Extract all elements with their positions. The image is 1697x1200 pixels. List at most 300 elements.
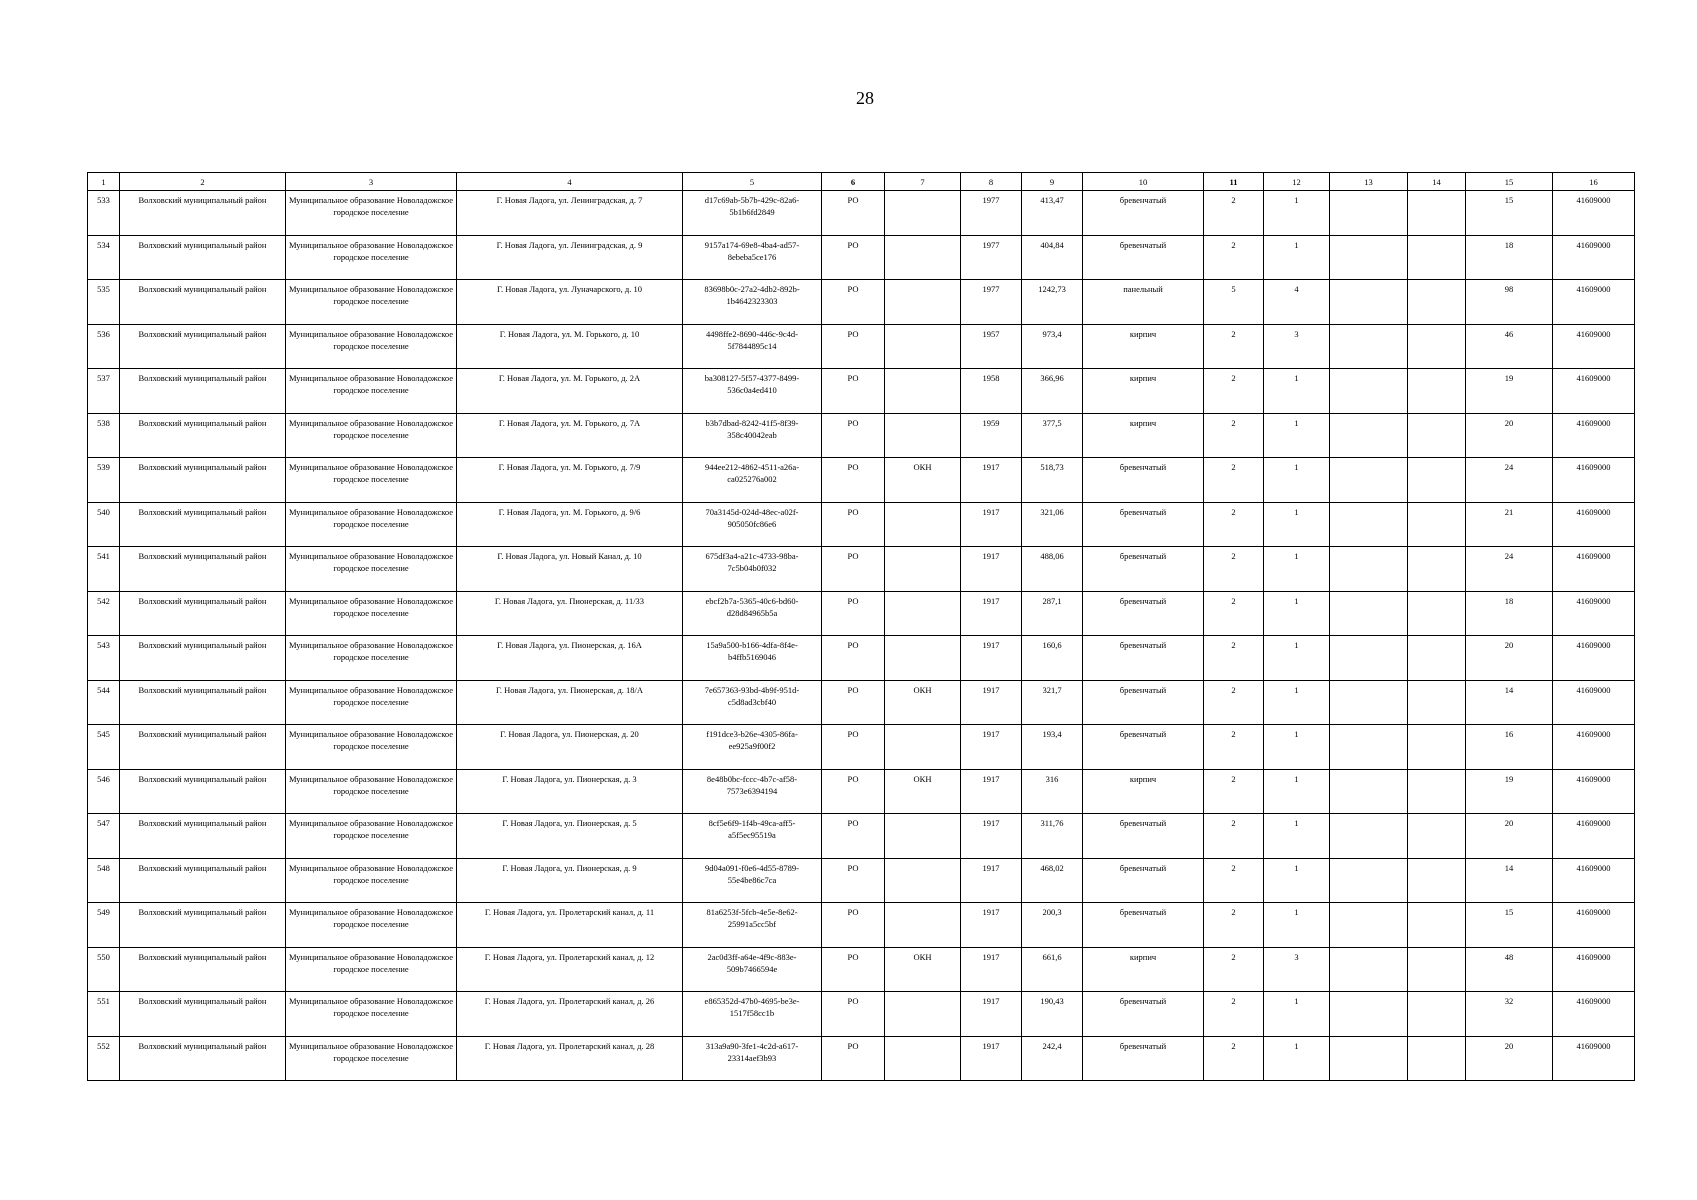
col14-cell	[1408, 992, 1466, 1037]
district-cell: Волховский муниципальный район	[120, 547, 286, 592]
area-cell: 160,6	[1022, 636, 1083, 681]
address-cell: Г. Новая Ладога, ул. М. Горького, д. 7А	[457, 413, 683, 458]
year-cell: 1977	[961, 235, 1022, 280]
col15-cell: 14	[1466, 680, 1553, 725]
row-number: 544	[88, 680, 120, 725]
material-cell: бревенчатый	[1083, 992, 1204, 1037]
type-cell: РО	[822, 502, 885, 547]
area-cell: 377,5	[1022, 413, 1083, 458]
entrances-cell: 1	[1264, 369, 1330, 414]
material-cell: бревенчатый	[1083, 547, 1204, 592]
material-cell: кирпич	[1083, 369, 1204, 414]
col14-cell	[1408, 814, 1466, 859]
floors-cell: 2	[1204, 636, 1264, 681]
table-row	[88, 1036, 1635, 1081]
district-cell: Волховский муниципальный район	[120, 769, 286, 814]
type-cell: РО	[822, 324, 885, 369]
oktmo-cell: 41609000	[1553, 547, 1635, 592]
year-cell: 1917	[961, 547, 1022, 592]
col13-cell	[1330, 191, 1408, 236]
guid-cell: 944ee212-4862-4511-a26a-ca025276a002	[683, 458, 822, 503]
address-cell: Г. Новая Ладога, ул. Пионерская, д. 16А	[457, 636, 683, 681]
oktmo-cell: 41609000	[1553, 235, 1635, 280]
column-header-10: 10	[1083, 173, 1204, 191]
address-cell: Г. Новая Ладога, ул. М. Горького, д. 7/9	[457, 458, 683, 503]
district-cell: Волховский муниципальный район	[120, 324, 286, 369]
guid-cell: b3b7dbad-8242-41f5-8f39-358c40042eab	[683, 413, 822, 458]
column-header-11: 11	[1204, 173, 1264, 191]
floors-cell: 5	[1204, 280, 1264, 325]
oktmo-cell: 41609000	[1553, 680, 1635, 725]
col14-cell	[1408, 636, 1466, 681]
oktmo-cell: 41609000	[1553, 413, 1635, 458]
okn-cell: ОКН	[885, 947, 961, 992]
okn-cell: ОКН	[885, 680, 961, 725]
district-cell: Волховский муниципальный район	[120, 502, 286, 547]
floors-cell: 2	[1204, 458, 1264, 503]
col15-cell: 16	[1466, 725, 1553, 770]
table-row	[88, 591, 1635, 636]
address-cell: Г. Новая Ладога, ул. Новый Канал, д. 10	[457, 547, 683, 592]
table-row	[88, 280, 1635, 325]
area-cell: 200,3	[1022, 903, 1083, 948]
type-cell: РО	[822, 636, 885, 681]
col15-cell: 15	[1466, 903, 1553, 948]
okn-cell	[885, 814, 961, 859]
table-row	[88, 547, 1635, 592]
material-cell: бревенчатый	[1083, 591, 1204, 636]
material-cell: кирпич	[1083, 413, 1204, 458]
address-cell: Г. Новая Ладога, ул. Луначарского, д. 10	[457, 280, 683, 325]
column-header-7: 7	[885, 173, 961, 191]
area-cell: 287,1	[1022, 591, 1083, 636]
col13-cell	[1330, 947, 1408, 992]
municipality-cell: Муниципальное образование Новоладожское городское поселение	[286, 324, 457, 369]
col14-cell	[1408, 1036, 1466, 1081]
type-cell: РО	[822, 947, 885, 992]
column-header-5: 5	[683, 173, 822, 191]
entrances-cell: 1	[1264, 191, 1330, 236]
table-row	[88, 992, 1635, 1037]
entrances-cell: 1	[1264, 814, 1330, 859]
year-cell: 1977	[961, 191, 1022, 236]
year-cell: 1957	[961, 324, 1022, 369]
entrances-cell: 4	[1264, 280, 1330, 325]
area-cell: 311,76	[1022, 814, 1083, 859]
guid-cell: d17c69ab-5b7b-429c-82a6-5b1b6fd2849	[683, 191, 822, 236]
col14-cell	[1408, 858, 1466, 903]
guid-cell: 313a9a90-3fe1-4c2d-a617-23314aef3b93	[683, 1036, 822, 1081]
floors-cell: 2	[1204, 903, 1264, 948]
row-number: 540	[88, 502, 120, 547]
row-number: 538	[88, 413, 120, 458]
type-cell: РО	[822, 1036, 885, 1081]
row-number: 534	[88, 235, 120, 280]
row-number: 542	[88, 591, 120, 636]
okn-cell	[885, 725, 961, 770]
col13-cell	[1330, 903, 1408, 948]
col14-cell	[1408, 369, 1466, 414]
row-number: 550	[88, 947, 120, 992]
year-cell: 1917	[961, 1036, 1022, 1081]
district-cell: Волховский муниципальный район	[120, 636, 286, 681]
area-cell: 488,06	[1022, 547, 1083, 592]
municipality-cell: Муниципальное образование Новоладожское городское поселение	[286, 413, 457, 458]
floors-cell: 2	[1204, 1036, 1264, 1081]
col14-cell	[1408, 725, 1466, 770]
table-row	[88, 947, 1635, 992]
okn-cell: ОКН	[885, 769, 961, 814]
area-cell: 518,73	[1022, 458, 1083, 503]
address-cell: Г. Новая Ладога, ул. Пионерская, д. 11/33	[457, 591, 683, 636]
col13-cell	[1330, 324, 1408, 369]
entrances-cell: 1	[1264, 903, 1330, 948]
table-row	[88, 235, 1635, 280]
address-cell: Г. Новая Ладога, ул. Ленинградская, д. 9	[457, 235, 683, 280]
col14-cell	[1408, 413, 1466, 458]
entrances-cell: 1	[1264, 547, 1330, 592]
col13-cell	[1330, 814, 1408, 859]
address-cell: Г. Новая Ладога, ул. М. Горького, д. 9/6	[457, 502, 683, 547]
entrances-cell: 1	[1264, 858, 1330, 903]
area-cell: 321,7	[1022, 680, 1083, 725]
municipality-cell: Муниципальное образование Новоладожское городское поселение	[286, 992, 457, 1037]
area-cell: 316	[1022, 769, 1083, 814]
area-cell: 468,02	[1022, 858, 1083, 903]
entrances-cell: 1	[1264, 769, 1330, 814]
district-cell: Волховский муниципальный район	[120, 591, 286, 636]
col14-cell	[1408, 280, 1466, 325]
municipality-cell: Муниципальное образование Новоладожское городское поселение	[286, 1036, 457, 1081]
guid-cell: f191dce3-b26e-4305-86fa-ee925a9f00f2	[683, 725, 822, 770]
area-cell: 404,84	[1022, 235, 1083, 280]
district-cell: Волховский муниципальный район	[120, 369, 286, 414]
district-cell: Волховский муниципальный район	[120, 458, 286, 503]
okn-cell	[885, 369, 961, 414]
col15-cell: 20	[1466, 636, 1553, 681]
municipality-cell: Муниципальное образование Новоладожское городское поселение	[286, 591, 457, 636]
col13-cell	[1330, 725, 1408, 770]
okn-cell	[885, 1036, 961, 1081]
material-cell: бревенчатый	[1083, 725, 1204, 770]
area-cell: 413,47	[1022, 191, 1083, 236]
area-cell: 190,43	[1022, 992, 1083, 1037]
oktmo-cell: 41609000	[1553, 280, 1635, 325]
col14-cell	[1408, 191, 1466, 236]
guid-cell: 9d04a091-f0e6-4d55-8789-55e4be86c7ca	[683, 858, 822, 903]
area-cell: 321,06	[1022, 502, 1083, 547]
table-row	[88, 858, 1635, 903]
guid-cell: ebcf2b7a-5365-40c6-bd60-d28d84965b5a	[683, 591, 822, 636]
type-cell: РО	[822, 591, 885, 636]
guid-cell: e865352d-47b0-4695-be3e-1517f58cc1b	[683, 992, 822, 1037]
table-row	[88, 191, 1635, 236]
address-cell: Г. Новая Ладога, ул. Пролетарский канал, д. 12	[457, 947, 683, 992]
material-cell: бревенчатый	[1083, 814, 1204, 859]
municipality-cell: Муниципальное образование Новоладожское городское поселение	[286, 858, 457, 903]
type-cell: РО	[822, 413, 885, 458]
year-cell: 1917	[961, 814, 1022, 859]
entrances-cell: 1	[1264, 636, 1330, 681]
oktmo-cell: 41609000	[1553, 369, 1635, 414]
material-cell: бревенчатый	[1083, 191, 1204, 236]
okn-cell	[885, 591, 961, 636]
row-number: 545	[88, 725, 120, 770]
column-header-1: 1	[88, 173, 120, 191]
material-cell: кирпич	[1083, 947, 1204, 992]
column-header-13: 13	[1330, 173, 1408, 191]
address-cell: Г. Новая Ладога, ул. М. Горького, д. 2А	[457, 369, 683, 414]
entrances-cell: 1	[1264, 725, 1330, 770]
col14-cell	[1408, 947, 1466, 992]
guid-cell: 8cf5e6f9-1f4b-49ca-aff5-a5f5ec95519a	[683, 814, 822, 859]
col15-cell: 20	[1466, 413, 1553, 458]
material-cell: панельный	[1083, 280, 1204, 325]
col13-cell	[1330, 769, 1408, 814]
oktmo-cell: 41609000	[1553, 814, 1635, 859]
area-cell: 193,4	[1022, 725, 1083, 770]
district-cell: Волховский муниципальный район	[120, 235, 286, 280]
oktmo-cell: 41609000	[1553, 591, 1635, 636]
floors-cell: 2	[1204, 947, 1264, 992]
housing-registry-table	[87, 172, 1635, 1081]
oktmo-cell: 41609000	[1553, 502, 1635, 547]
page-number: 28	[856, 88, 874, 108]
table-row	[88, 636, 1635, 681]
year-cell: 1917	[961, 769, 1022, 814]
row-number: 551	[88, 992, 120, 1037]
district-cell: Волховский муниципальный район	[120, 903, 286, 948]
okn-cell	[885, 280, 961, 325]
row-number: 541	[88, 547, 120, 592]
year-cell: 1917	[961, 458, 1022, 503]
district-cell: Волховский муниципальный район	[120, 413, 286, 458]
row-number: 549	[88, 903, 120, 948]
guid-cell: 70a3145d-024d-48ec-a02f-905050fc86e6	[683, 502, 822, 547]
type-cell: РО	[822, 903, 885, 948]
col13-cell	[1330, 992, 1408, 1037]
municipality-cell: Муниципальное образование Новоладожское городское поселение	[286, 903, 457, 948]
okn-cell	[885, 413, 961, 458]
material-cell: бревенчатый	[1083, 235, 1204, 280]
okn-cell	[885, 858, 961, 903]
floors-cell: 2	[1204, 235, 1264, 280]
okn-cell	[885, 547, 961, 592]
year-cell: 1917	[961, 992, 1022, 1037]
entrances-cell: 1	[1264, 1036, 1330, 1081]
column-header-9: 9	[1022, 173, 1083, 191]
table-body	[88, 191, 1635, 1081]
area-cell: 661,6	[1022, 947, 1083, 992]
floors-cell: 2	[1204, 324, 1264, 369]
type-cell: РО	[822, 858, 885, 903]
floors-cell: 2	[1204, 725, 1264, 770]
district-cell: Волховский муниципальный район	[120, 814, 286, 859]
address-cell: Г. Новая Ладога, ул. Пионерская, д. 9	[457, 858, 683, 903]
col14-cell	[1408, 458, 1466, 503]
year-cell: 1917	[961, 858, 1022, 903]
col15-cell: 46	[1466, 324, 1553, 369]
col13-cell	[1330, 235, 1408, 280]
col14-cell	[1408, 502, 1466, 547]
entrances-cell: 1	[1264, 235, 1330, 280]
floors-cell: 2	[1204, 191, 1264, 236]
oktmo-cell: 41609000	[1553, 725, 1635, 770]
entrances-cell: 1	[1264, 992, 1330, 1037]
col13-cell	[1330, 858, 1408, 903]
column-header-16: 16	[1553, 173, 1635, 191]
col15-cell: 19	[1466, 769, 1553, 814]
floors-cell: 2	[1204, 369, 1264, 414]
year-cell: 1917	[961, 947, 1022, 992]
municipality-cell: Муниципальное образование Новоладожское городское поселение	[286, 280, 457, 325]
type-cell: РО	[822, 547, 885, 592]
row-number: 536	[88, 324, 120, 369]
type-cell: РО	[822, 280, 885, 325]
row-number: 537	[88, 369, 120, 414]
municipality-cell: Муниципальное образование Новоладожское городское поселение	[286, 502, 457, 547]
oktmo-cell: 41609000	[1553, 324, 1635, 369]
column-header-12: 12	[1264, 173, 1330, 191]
type-cell: РО	[822, 369, 885, 414]
guid-cell: 83698b0c-27a2-4db2-892b-1b4642323303	[683, 280, 822, 325]
oktmo-cell: 41609000	[1553, 191, 1635, 236]
table-row	[88, 725, 1635, 770]
col13-cell	[1330, 413, 1408, 458]
district-cell: Волховский муниципальный район	[120, 280, 286, 325]
municipality-cell: Муниципальное образование Новоладожское городское поселение	[286, 947, 457, 992]
oktmo-cell: 41609000	[1553, 636, 1635, 681]
row-number: 535	[88, 280, 120, 325]
district-cell: Волховский муниципальный район	[120, 191, 286, 236]
district-cell: Волховский муниципальный район	[120, 680, 286, 725]
col15-cell: 19	[1466, 369, 1553, 414]
floors-cell: 2	[1204, 680, 1264, 725]
district-cell: Волховский муниципальный район	[120, 858, 286, 903]
oktmo-cell: 41609000	[1553, 992, 1635, 1037]
table-row	[88, 324, 1635, 369]
type-cell: РО	[822, 235, 885, 280]
table-row	[88, 769, 1635, 814]
col15-cell: 32	[1466, 992, 1553, 1037]
area-cell: 242,4	[1022, 1036, 1083, 1081]
table-header	[88, 173, 1635, 191]
col15-cell: 18	[1466, 235, 1553, 280]
address-cell: Г. Новая Ладога, ул. Пионерская, д. 3	[457, 769, 683, 814]
district-cell: Волховский муниципальный район	[120, 992, 286, 1037]
year-cell: 1917	[961, 502, 1022, 547]
oktmo-cell: 41609000	[1553, 858, 1635, 903]
table-row	[88, 814, 1635, 859]
municipality-cell: Муниципальное образование Новоладожское городское поселение	[286, 725, 457, 770]
column-header-6: 6	[822, 173, 885, 191]
entrances-cell: 3	[1264, 947, 1330, 992]
year-cell: 1917	[961, 591, 1022, 636]
okn-cell	[885, 992, 961, 1037]
area-cell: 366,96	[1022, 369, 1083, 414]
col14-cell	[1408, 547, 1466, 592]
oktmo-cell: 41609000	[1553, 1036, 1635, 1081]
material-cell: кирпич	[1083, 324, 1204, 369]
municipality-cell: Муниципальное образование Новоладожское городское поселение	[286, 235, 457, 280]
material-cell: бревенчатый	[1083, 1036, 1204, 1081]
year-cell: 1917	[961, 636, 1022, 681]
type-cell: РО	[822, 814, 885, 859]
type-cell: РО	[822, 725, 885, 770]
floors-cell: 2	[1204, 992, 1264, 1037]
year-cell: 1977	[961, 280, 1022, 325]
okn-cell	[885, 235, 961, 280]
column-header-2: 2	[120, 173, 286, 191]
col15-cell: 24	[1466, 458, 1553, 503]
floors-cell: 2	[1204, 502, 1264, 547]
col14-cell	[1408, 235, 1466, 280]
type-cell: РО	[822, 992, 885, 1037]
col13-cell	[1330, 547, 1408, 592]
address-cell: Г. Новая Ладога, ул. Пролетарский канал, д. 11	[457, 903, 683, 948]
col13-cell	[1330, 591, 1408, 636]
oktmo-cell: 41609000	[1553, 903, 1635, 948]
floors-cell: 2	[1204, 547, 1264, 592]
col14-cell	[1408, 903, 1466, 948]
oktmo-cell: 41609000	[1553, 769, 1635, 814]
area-cell: 1242,73	[1022, 280, 1083, 325]
row-number: 552	[88, 1036, 120, 1081]
oktmo-cell: 41609000	[1553, 458, 1635, 503]
floors-cell: 2	[1204, 591, 1264, 636]
okn-cell	[885, 636, 961, 681]
table-row	[88, 502, 1635, 547]
okn-cell	[885, 502, 961, 547]
municipality-cell: Муниципальное образование Новоладожское городское поселение	[286, 191, 457, 236]
address-cell: Г. Новая Ладога, ул. Пионерская, д. 20	[457, 725, 683, 770]
material-cell: бревенчатый	[1083, 903, 1204, 948]
municipality-cell: Муниципальное образование Новоладожское городское поселение	[286, 636, 457, 681]
guid-cell: 15a9a500-b166-4dfa-8f4e-b4ffb5169046	[683, 636, 822, 681]
table-row	[88, 413, 1635, 458]
col15-cell: 24	[1466, 547, 1553, 592]
col14-cell	[1408, 591, 1466, 636]
guid-cell: 675df3a4-a21c-4733-98ba-7c5b04b0f032	[683, 547, 822, 592]
type-cell: РО	[822, 458, 885, 503]
okn-cell: ОКН	[885, 458, 961, 503]
type-cell: РО	[822, 769, 885, 814]
material-cell: бревенчатый	[1083, 502, 1204, 547]
okn-cell	[885, 191, 961, 236]
column-header-14: 14	[1408, 173, 1466, 191]
col13-cell	[1330, 280, 1408, 325]
row-number: 539	[88, 458, 120, 503]
address-cell: Г. Новая Ладога, ул. Пролетарский канал, д. 26	[457, 992, 683, 1037]
entrances-cell: 1	[1264, 591, 1330, 636]
entrances-cell: 1	[1264, 502, 1330, 547]
col15-cell: 48	[1466, 947, 1553, 992]
oktmo-cell: 41609000	[1553, 947, 1635, 992]
year-cell: 1917	[961, 725, 1022, 770]
entrances-cell: 1	[1264, 680, 1330, 725]
address-cell: Г. Новая Ладога, ул. Пролетарский канал, д. 28	[457, 1036, 683, 1081]
material-cell: бревенчатый	[1083, 858, 1204, 903]
guid-cell: 2ac0d3ff-a64e-4f9c-883e-509b7466594e	[683, 947, 822, 992]
floors-cell: 2	[1204, 769, 1264, 814]
header-row	[88, 173, 1635, 191]
col14-cell	[1408, 769, 1466, 814]
year-cell: 1958	[961, 369, 1022, 414]
col15-cell: 20	[1466, 814, 1553, 859]
municipality-cell: Муниципальное образование Новоладожское городское поселение	[286, 369, 457, 414]
year-cell: 1959	[961, 413, 1022, 458]
floors-cell: 2	[1204, 814, 1264, 859]
